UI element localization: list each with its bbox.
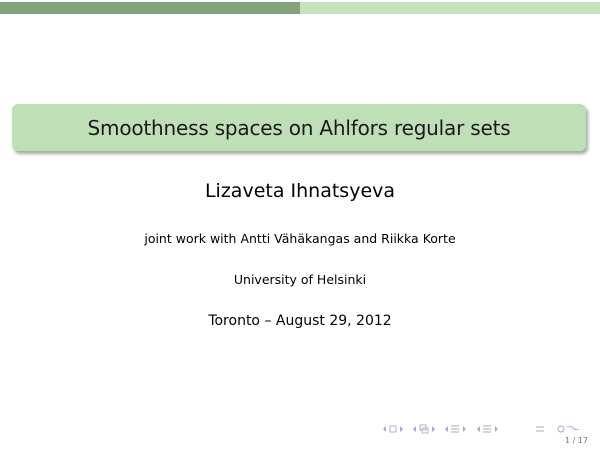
section-icon[interactable] — [420, 425, 428, 433]
progress-bar-fill — [0, 2, 300, 14]
align-icon[interactable] — [536, 427, 544, 431]
prev-subsection-icon[interactable] — [445, 426, 448, 432]
prev-item-icon[interactable] — [477, 426, 480, 432]
prev-frame-icon[interactable] — [390, 426, 396, 432]
author-name: Lizaveta Ihnatsyeva — [204, 180, 396, 202]
next-section-icon[interactable] — [432, 426, 435, 432]
search-icon[interactable] — [558, 426, 579, 432]
beamer-navigation — [381, 423, 586, 435]
title-box — [12, 104, 586, 151]
institution: University of Helsinki — [233, 272, 367, 287]
page-number: 1 / 17 — [564, 436, 588, 445]
progress-bar — [0, 2, 600, 14]
collaborators-line: joint work with Antti Vähäkangas and Riikka Korte — [144, 231, 456, 246]
talk-date: Toronto – August 29, 2012 — [208, 313, 392, 329]
subsection-icon[interactable] — [451, 426, 459, 432]
first-frame-icon[interactable] — [383, 426, 386, 432]
navigation-symbols — [381, 423, 586, 435]
item-icon[interactable] — [483, 426, 491, 432]
next-item-icon[interactable] — [495, 426, 498, 432]
next-frame-icon[interactable] — [400, 426, 403, 432]
prev-section-icon[interactable] — [413, 426, 416, 432]
slide-title: Smoothness spaces on Ahlfors regular sets — [87, 115, 511, 140]
next-subsection-icon[interactable] — [463, 426, 466, 432]
